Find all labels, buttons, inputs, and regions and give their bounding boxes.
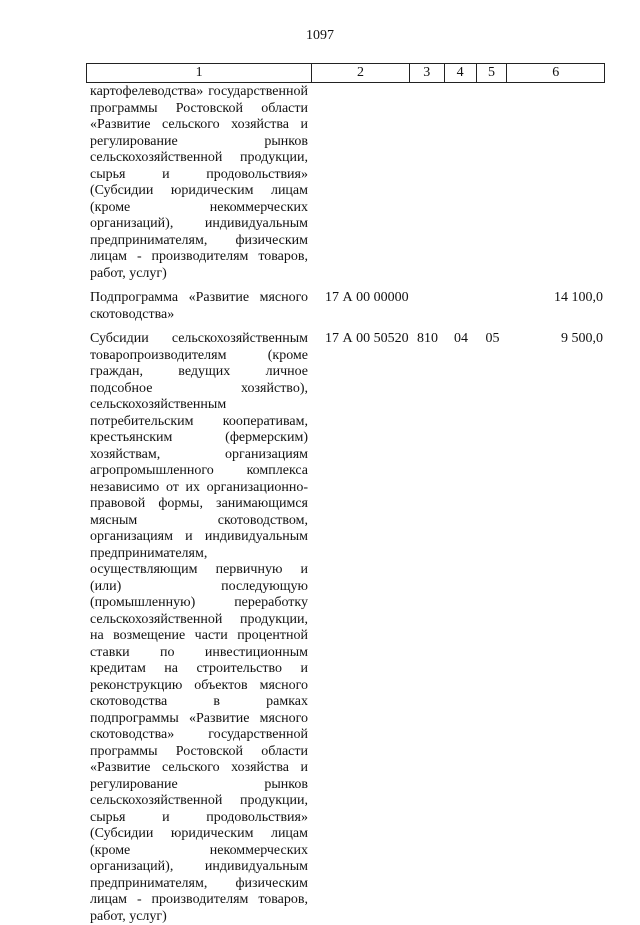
row-name: картофелеводства» государственной программы Ростовской области «Развитие сельского хозяйства и регулирование рынков сельскохозяйственной продукции, сырья и продовольствия» (Субсидии юридическим лицам (кроме некоммерческих организаций), индивидуальным предпринимателям, физическим лицам - производителям товаров, работ, услуг) — [90, 84, 308, 281]
row-subsection: 05 — [485, 331, 500, 346]
header-col-2: 2 — [312, 64, 410, 82]
header-col-3: 3 — [410, 64, 445, 82]
table-body — [86, 84, 605, 925]
page-number: 1097 — [306, 28, 334, 43]
row-amount: 9 500,0 — [561, 331, 603, 346]
table-row — [86, 290, 605, 323]
row-code: 17 А 00 50520 — [325, 331, 409, 346]
header-col-4: 4 — [445, 64, 477, 82]
row-name: Подпрограмма «Развитие мясного скотоводства» — [90, 290, 308, 322]
table-row — [86, 84, 605, 282]
row-expense-type: 810 — [417, 331, 438, 346]
header-col-1: 1 — [87, 64, 312, 82]
header-col-6: 6 — [552, 65, 560, 80]
header-col-5: 5 — [477, 64, 508, 82]
table-header — [86, 63, 605, 83]
table-row — [86, 331, 605, 925]
row-name: Субсидии сельскохозяйственным товаропроизводителям (кроме граждан, ведущих личное подсобное хозяйство), сельскохозяйственным потребительским кооперативам, крестьянским (фермерским) хозяйствам, организациям агропромышленного комплекса независимо от их организационно-правовой формы, занимающимся мясным скотоводством, организациям и индивидуальным предпринимателям, осуществляющим первичную и (или) последующую (промышленную) переработку сельскохозяйственной продукции, на возмещение части процентной ставки по инвестиционным кредитам на строительство и реконструкцию объектов мясного скотоводства в рамках подпрограммы «Развитие мясного скотоводства» государственной программы Ростовской области «Развитие сельского хозяйства и регулирование рынков сельскохозяйственной продукции, сырья и продовольствия» (Субсидии юридическим лицам (кроме некоммерческих организаций), индивидуальным предпринимателям, физическим лицам - производителям товаров, работ, услуг) — [90, 331, 308, 924]
row-amount: 14 100,0 — [554, 290, 603, 305]
row-code: 17 А 00 00000 — [325, 290, 409, 305]
row-section: 04 — [454, 331, 468, 346]
